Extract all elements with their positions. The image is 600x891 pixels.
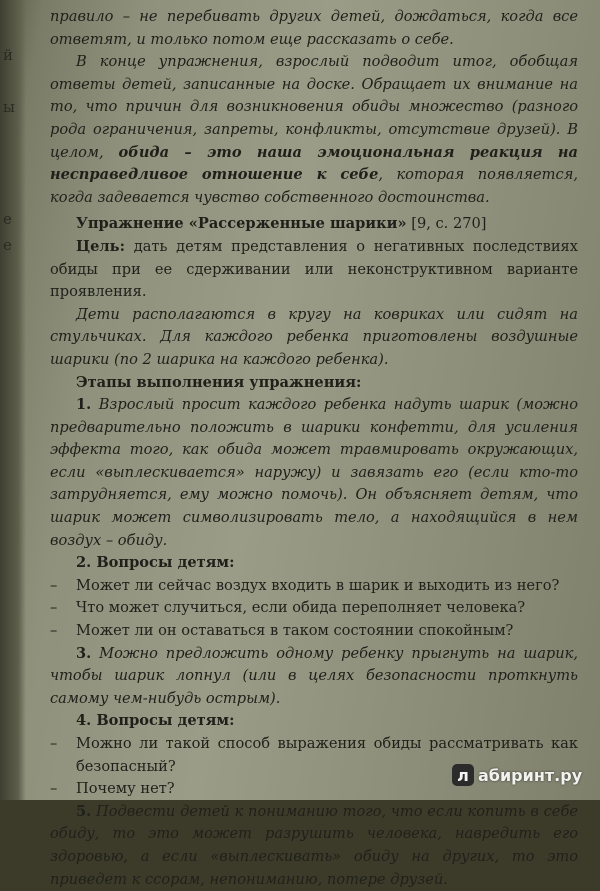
step-3: 3. Можно предложить одному ребенку прыгнуть на шарик, чтобы шарик лопнул (или в целях безопасности проткнуть самому чем-нибудь острым). — [50, 644, 578, 707]
exercise-reference: [9, с. 270] — [406, 215, 487, 233]
exercise-title: Упражнение «Рассерженные шарики» [9, с. 270] — [76, 215, 487, 233]
watermark-text: абиринт.ру — [478, 765, 583, 785]
stages-title: Этапы выполнения упражнения: — [76, 373, 362, 391]
edge-letter: й — [3, 46, 13, 64]
step-5: 5. Подвести детей к пониманию того, что если копить в себе обиду, то это может разрушить человека, навредить его здоровью, а если «выплескивать» обиду на других, то это приведет к ссорам, непониманию, потере друзей. — [50, 802, 578, 888]
paragraph-rule: правило – не перебивать других детей, дождаться, когда все ответят, и только потом еще рассказать о себе. — [50, 8, 578, 48]
labirint-watermark — [452, 764, 582, 786]
previous-page-edge — [0, 0, 26, 800]
step-1: 1. Взрослый просит каждого ребенка надуть шарик (можно предварительно положить в шарики конфетти, для усиления эффекта того, как обида может травмировать окружающих, если «выплескивается» наружу) и завязать его (если кто-то затрудняется, ему можно помочь). Он объясняет детям, что шарик может символизировать тело, а находящийся в нем воздух – обиду. — [50, 396, 578, 549]
exercise-goal: Цель: дать детям представления о негативных последствиях обиды при ее сдерживании или неконструктивном варианте проявления. — [50, 237, 578, 301]
edge-letter: е — [3, 236, 12, 254]
step-2-title: 2. Вопросы детям: — [76, 554, 235, 572]
list-item: – Может ли он оставаться в таком состоянии спокойным? — [50, 622, 514, 640]
list-item: – Может ли сейчас воздух входить в шарик и выходить из него? — [50, 576, 560, 594]
list-item: – Почему нет? — [50, 780, 175, 798]
page-text — [50, 6, 578, 891]
definition-bold: обида – это наша эмоциональная реакция на несправедливое отношение к себе — [50, 143, 579, 184]
step-4-title: 4. Вопросы детям: — [76, 712, 235, 730]
list-item: – Что может случиться, если обида переполняет человека? — [50, 599, 526, 617]
labirint-logo-icon: л — [452, 764, 474, 786]
edge-letter: ы — [3, 98, 15, 116]
paragraph-summary: В конце упражнения, взрослый подводит итог, обобщая ответы детей, записанные на доске. Обращает их внимание на то, что причин для возникновения обиды множество (разного рода ограничения, запреты, конфликты, отсутствие друзей). В целом, обида – это наша эмоциональная реакция на несправедливое отношение к себе, которая появляется, когда задевается чувство собственного достоинства. — [50, 53, 579, 206]
list-item: – Можно ли такой способ выражения обиды рассматривать как безопасный? — [50, 735, 578, 775]
edge-letter: е — [3, 210, 12, 228]
exercise-setup: Дети располагаются в кругу на ковриках или сидят на стульчиках. Для каждого ребенка приготовлены воздушные шарики (по 2 шарика на каждого ребенка). — [50, 305, 578, 368]
